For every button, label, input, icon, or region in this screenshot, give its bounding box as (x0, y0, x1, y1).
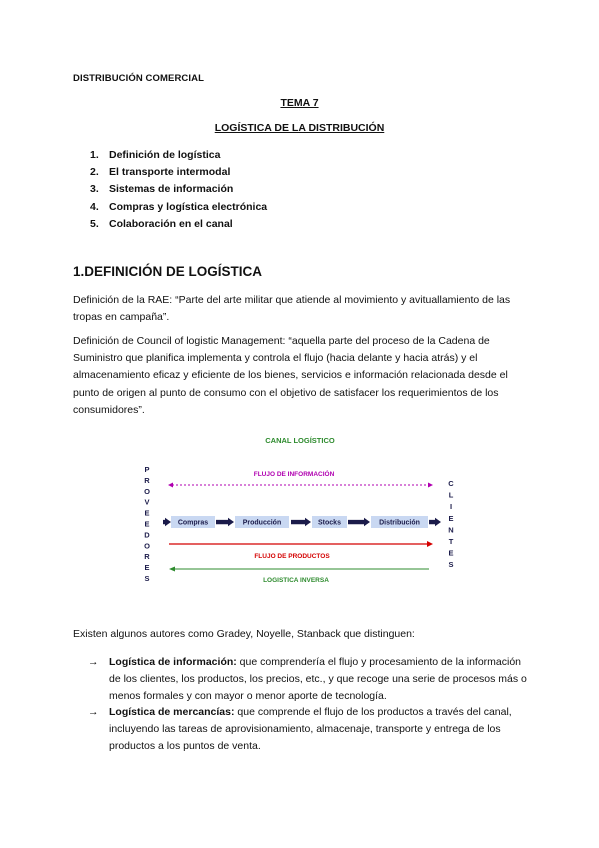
proveedores-letter: D (144, 530, 150, 540)
clientes-letter: S (448, 560, 454, 570)
toc-item: 5. Colaboración en el canal (90, 217, 233, 230)
proveedores-letter: V (144, 497, 150, 507)
clientes-letter: N (448, 525, 454, 535)
proveedores-letter: S (144, 574, 150, 583)
list-item (88, 654, 528, 704)
bullet-term: Logística de mercancías: (109, 706, 235, 719)
bullet-text: que comprendería el flujo y procesamiento de la información de los clientes, los productos, los precios, etc., y que recoge una serie de procesos más o menos formales y con mayor o menor aporte de tecnología. (109, 656, 527, 702)
list-item (88, 704, 528, 754)
toc-item: 1. Definición de logística (90, 149, 221, 161)
canal-logistico-diagram (132, 425, 465, 595)
proveedores-letter: R (144, 475, 150, 485)
proveedores-letter: R (144, 552, 150, 562)
arrow-bullet-icon: → (88, 656, 99, 668)
clientes-letter: T (448, 537, 454, 546)
paragraph-rae-definition: Definición de la RAE: “Parte del arte militar que atiende al movimiento y avituallamiento de las tropas en campaña”. (73, 294, 511, 324)
paragraph-autores: Existen algunos autores como Gradey, Noyelle, Stanback que distinguen: (73, 628, 415, 640)
table-of-contents (90, 147, 267, 233)
process-step-label: Compras (177, 519, 209, 527)
logistics-types-list (88, 654, 528, 755)
toc-item: 3. Sistemas de información (90, 183, 234, 196)
clientes-letter: E (448, 548, 454, 558)
clientes-letter: C (448, 479, 454, 488)
process-step-label: Stocks (318, 519, 341, 527)
diagram-title: CANAL LOGÍSTICO (265, 436, 335, 445)
proveedores-letter: P (144, 465, 150, 474)
toc-item: 2. El transporte intermodal (90, 166, 231, 179)
course-header: DISTRIBUCIÓN COMERCIAL (73, 73, 204, 84)
process-step-label: Producción (242, 519, 282, 527)
toc-item: 4. Compras y logística electrónica (90, 200, 268, 213)
tema-subtitle: LOGÍSTICA DE LA DISTRIBUCIÓN (214, 122, 385, 134)
paragraph-council-definition: Definición de Council of logistic Management: “aquella parte del proceso de la Cadena de Suministro que planifica implementa y controla el flujo (hacia delante y hacia atrás) y el almacenamiento eficaz y eficiente de los bienes, servicios e información relacionada desde el punto de origen al punto de consumo con el objetivo de satisfacer los requerimientos de los consumidores”. (73, 335, 508, 416)
clientes-letter: I (449, 502, 453, 512)
bullet-term: Logística de información: (109, 656, 237, 668)
proveedores-letter: O (144, 541, 150, 551)
proveedores-letter: E (144, 519, 150, 529)
proveedores-vertical-label (144, 465, 150, 583)
tema-title: TEMA 7 (280, 97, 319, 109)
process-step-label: Distribución (379, 519, 420, 527)
flujo-informacion-label: FLUJO DE INFORMACIÓN (253, 471, 335, 478)
proveedores-letter: E (144, 508, 150, 518)
clientes-letter: E (448, 513, 454, 523)
bullet-text: que comprende el flujo de los productos a través del canal, incluyendo las tareas de aprovisionamiento, almacenaje, transporte y entrega de los productos a los puntos de venta. (109, 706, 512, 752)
logistica-inversa-label: LOGISTICA INVERSA (263, 577, 329, 584)
flujo-productos-label: FLUJO DE PRODUCTOS (254, 553, 330, 560)
section-heading: 1.DEFINICIÓN DE LOGÍSTICA (73, 264, 263, 279)
arrow-bullet-icon: → (88, 706, 99, 719)
clientes-letter: L (448, 490, 454, 500)
proveedores-letter: E (144, 563, 150, 573)
proveedores-letter: O (144, 486, 150, 496)
